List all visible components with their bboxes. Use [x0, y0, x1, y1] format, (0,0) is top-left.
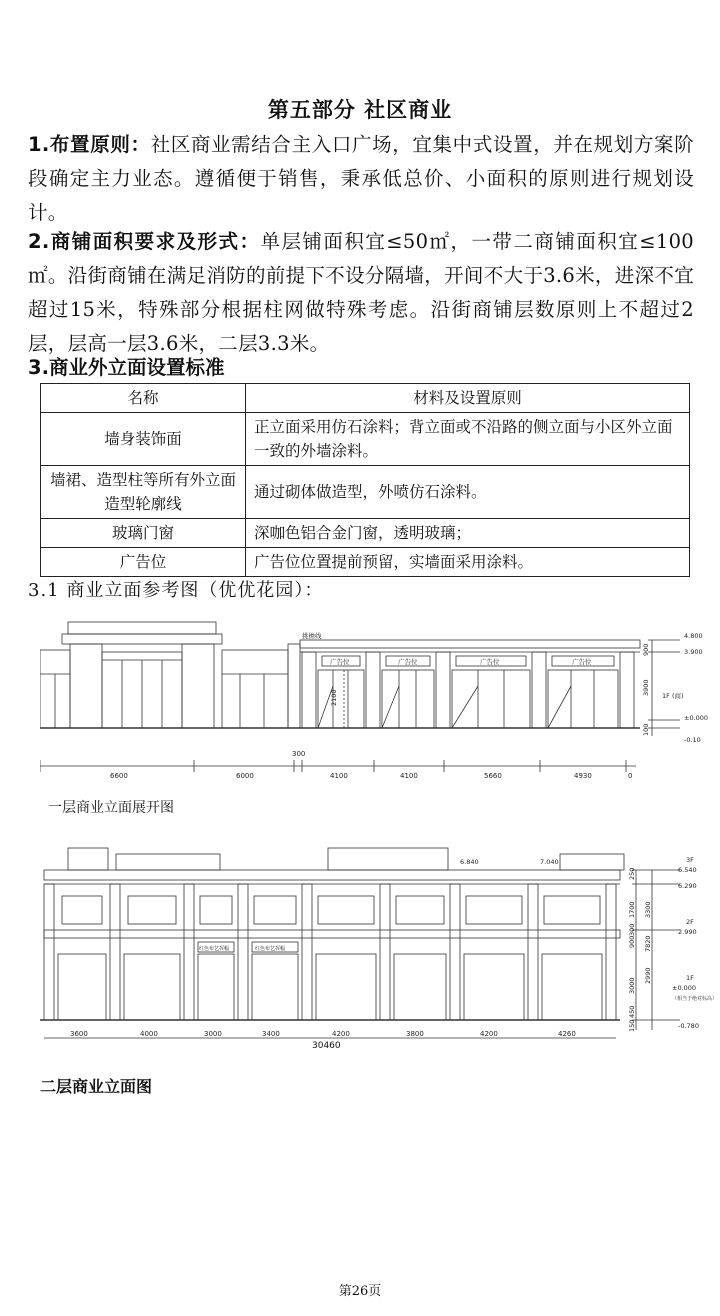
table-row	[41, 466, 690, 519]
table-cell-material: 深咖色铝合金门窗，透明玻璃；	[246, 519, 690, 548]
drawing1-floor-label: 1F (商)	[662, 692, 684, 700]
drawing2-dimension: 3400	[262, 1030, 280, 1038]
table-cell-material: 通过砌体做造型，外喷仿石涂料。	[246, 466, 690, 519]
drawing2-total-dimension: 30460	[312, 1041, 341, 1051]
drawing1-dimension: 6000	[236, 772, 254, 780]
section-1-paragraph	[28, 128, 694, 230]
drawing1-sign-label: 广告位	[330, 658, 350, 666]
drawing2-level-note: （相当于绝对标高）	[672, 996, 718, 1002]
table-header-name: 名称	[41, 384, 246, 413]
table-row	[41, 519, 690, 548]
table-cell-name: 墙身装饰面	[41, 413, 246, 466]
table-header-row	[41, 384, 690, 413]
page-title: 第五部分 社区商业	[267, 98, 453, 122]
section-3-heading: 3.商业外立面设置标准	[28, 356, 225, 379]
drawing2-dimension: 4200	[332, 1030, 350, 1038]
drawing2-floor-mark: 2F	[686, 918, 694, 926]
drawing1-dimension: 0	[628, 772, 633, 780]
drawing2-dimension: 3600	[70, 1030, 88, 1038]
drawing1-dimension: 4100	[330, 772, 348, 780]
drawing2-sign-label: 红色布艺挥幅	[255, 946, 286, 952]
section-2-label: 2.商铺面积要求及形式：	[28, 230, 261, 253]
drawing2-vertical-dim: 450	[628, 1005, 636, 1018]
drawing2-vertical-dim: 250	[628, 867, 636, 880]
section-1-label: 1.布置原则：	[28, 133, 151, 156]
drawing1-dimension: 6600	[110, 772, 128, 780]
table-header-material: 材料及设置原则	[246, 384, 690, 413]
drawing1-level: 3.900	[684, 648, 703, 656]
drawing2-vertical-dim: 900	[628, 935, 636, 948]
drawing2-sign-label: 红色布艺挥幅	[199, 946, 230, 952]
drawing2-dimension: 4260	[558, 1030, 576, 1038]
drawing2-floor-level: 6.290	[678, 882, 697, 890]
section-2-text: 单层铺面积宜≤50㎡，一带二商铺面积宜≤100㎡。沿街商铺在满足消防的前提下不设分隔墙，开间不大于3.6米，进深不宜超过15米，特殊部分根据柱网做特殊考虑。沿街商铺层数原则上不超过2层，层高一层3.6米，二层3.3米。	[28, 230, 694, 355]
drawing2-vertical-dim: 1700	[628, 901, 636, 918]
table-cell-name: 玻璃门窗	[41, 519, 246, 548]
drawing1-level: ±0.000	[684, 714, 709, 722]
drawing2-dimension: 4200	[480, 1030, 498, 1038]
drawing2-top-level: 6.840	[460, 858, 479, 866]
table-cell-material: 广告位位置提前预留，实墙面采用涂料。	[246, 548, 690, 577]
drawing1-sign-label: 广告位	[572, 658, 592, 666]
first-floor-elevation-drawing	[40, 616, 720, 786]
drawing1-level: 4.800	[684, 632, 703, 640]
drawing2-vertical-dim: 300	[628, 923, 636, 936]
drawing1-dimension: 4930	[574, 772, 592, 780]
drawing2-floor-level: 6.540	[678, 866, 697, 874]
drawing2-top-level: 7.040	[540, 858, 559, 866]
drawing1-inner-dim: 2100	[330, 689, 338, 706]
drawing2-vertical-dim: 3300	[644, 901, 652, 918]
drawing2-vertical-dim: 7820	[644, 935, 652, 952]
drawing1-level: -0.10	[684, 736, 701, 744]
drawing2-floor-mark: 3F	[686, 856, 694, 864]
drawing1-sign-label: 广告位	[480, 658, 500, 666]
drawing2-dimension: 3000	[204, 1030, 222, 1038]
drawing1-vertical-dim: 100	[642, 723, 650, 736]
drawing2-floor-mark: 1F	[686, 974, 694, 982]
drawing1-vertical-dim: 900	[642, 643, 650, 656]
drawing2-vertical-dim: 3000	[628, 977, 636, 994]
second-floor-elevation-drawing	[40, 844, 720, 1040]
table-cell-name: 墙裙、造型柱等所有外立面造型轮廓线	[41, 466, 246, 519]
section-3-1-heading: 3.1 商业立面参考图（优优花园）：	[28, 580, 324, 601]
table-row	[41, 548, 690, 577]
drawing1-vertical-dim: 3900	[642, 679, 650, 696]
drawing2-vertical-dim: 150	[628, 1019, 636, 1032]
facade-standard-table	[40, 383, 690, 577]
drawing2-dimension: 3800	[406, 1030, 424, 1038]
table-cell-name: 广告位	[41, 548, 246, 577]
section-2-paragraph	[28, 225, 694, 361]
drawing1-top-note: 挑檐线	[302, 632, 322, 640]
drawing2-caption: 二层商业立面图	[40, 1077, 153, 1096]
drawing2-floor-level: -0.780	[678, 1022, 699, 1030]
drawing1-dimension: 4100	[400, 772, 418, 780]
drawing2-floor-level: 2.990	[678, 928, 697, 936]
page-number: 第26页	[338, 1284, 382, 1299]
drawing1-dimension: 300	[292, 750, 306, 758]
table-cell-material: 正立面采用仿石涂料；背立面或不沿路的侧立面与小区外立面一致的外墙涂料。	[246, 413, 690, 466]
drawing2-vertical-dim: 2990	[644, 967, 652, 984]
drawing1-caption: 一层商业立面展开图	[48, 800, 174, 816]
drawing1-sign-label: 广告位	[398, 658, 418, 666]
drawing1-dimension: 5660	[484, 772, 502, 780]
drawing2-dimension: 4000	[140, 1030, 158, 1038]
table-row	[41, 413, 690, 466]
drawing2-floor-level: ±0.000	[672, 984, 697, 992]
section-1-text: 社区商业需结合主入口广场，宜集中式设置，并在规划方案阶段确定主力业态。遵循便于销售，秉承低总价、小面积的原则进行规划设计。	[28, 133, 694, 224]
